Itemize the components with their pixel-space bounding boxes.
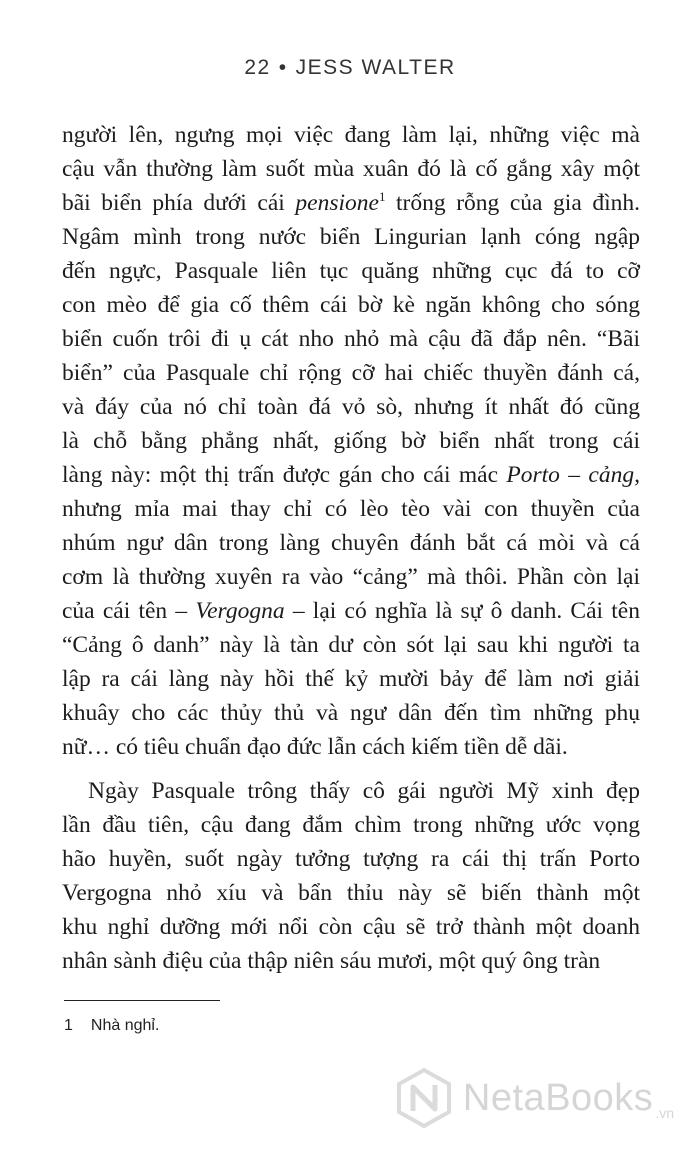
watermark	[393, 1067, 674, 1129]
text-line	[62, 594, 640, 628]
text-line	[62, 458, 640, 492]
text-segment: của cái tên –	[62, 598, 196, 624]
text-line	[62, 186, 640, 220]
text-line: và đáy của nó chỉ toàn đá vỏ sò, nhưng ít nhất đó cũng	[62, 394, 640, 420]
text-line: Ngày Pasquale trông thấy cô gái người Mỹ xinh đẹp	[88, 778, 640, 804]
footnote-divider	[64, 1000, 220, 1001]
italic-term: pensione	[295, 190, 379, 216]
text-line: “Cảng ô danh” này là tàn dư còn sót lại sau khi người ta	[62, 632, 640, 658]
footnote-marker: 1	[378, 189, 386, 205]
watermark-brand: NetaBooks	[462, 1076, 654, 1119]
text-line: đến ngực, Pasquale liên tục quăng những cục đá to cỡ	[62, 258, 640, 284]
header-separator: •	[278, 56, 288, 79]
text-line: khuây cho các thủy thủ và ngư dân đến tìm những phụ	[62, 700, 640, 726]
footnote-text: Nhà nghỉ.	[90, 1017, 160, 1034]
text-line: cơm là thường xuyên ra vào “cảng” mà thôi. Phần còn lại	[62, 564, 640, 590]
italic-term: Vergogna	[195, 598, 285, 624]
watermark-suffix: .vn	[655, 1105, 674, 1121]
running-header	[0, 56, 700, 80]
italic-term: Porto – cảng,	[506, 462, 640, 488]
footnote-number: 1	[64, 1017, 73, 1034]
text-line: hão huyền, suốt ngày tưởng tượng ra cái thị trấn Porto	[62, 846, 640, 872]
body-text	[62, 118, 640, 978]
netabooks-logo-icon	[393, 1067, 455, 1129]
text-line: nữ… có tiêu chuẩn đạo đức lẫn cách kiếm tiền dễ dãi.	[62, 734, 568, 760]
text-line: biển” của Pasquale chỉ rộng cỡ hai chiếc thuyền đánh cá,	[62, 360, 640, 386]
text-line: con mèo để gia cố thêm cái bờ kè ngăn không cho sóng	[62, 292, 640, 318]
text-line: lập ra cái làng này hồi thế kỷ mười bảy để làm nơi giải	[62, 666, 640, 692]
text-line: Vergogna nhỏ xíu và bẩn thỉu này sẽ biến thành một	[62, 880, 640, 906]
text-line: nhúm ngư dân trong làng chuyên đánh bắt cá mòi và cá	[62, 530, 640, 556]
text-segment: làng này: một thị trấn được gán cho cái mác	[62, 462, 507, 488]
text-segment: – lại có nghĩa là sự ô danh. Cái tên	[284, 598, 640, 624]
text-segment: bãi biển phía dưới cái	[62, 190, 296, 216]
text-line: nhân sành điệu của thập niên sáu mươi, một quý ông tràn	[62, 948, 601, 974]
text-line: cậu vẫn thường làm suốt mùa xuân đó là cố gắng xây một	[62, 156, 640, 182]
text-line: biển cuốn trôi đi ụ cát nho nhỏ mà cậu đã đắp nên. “Bãi	[62, 326, 640, 352]
footnote	[64, 1017, 159, 1035]
text-line: Ngâm mình trong nước biển Lingurian lạnh cóng ngập	[62, 224, 640, 250]
text-segment: trống rỗng của gia đình.	[385, 190, 641, 216]
page-number: 22	[244, 56, 271, 79]
text-line: khu nghỉ dưỡng mới nổi còn cậu sẽ trở thành một doanh	[62, 914, 640, 940]
author-name: JESS WALTER	[295, 56, 456, 79]
text-line: nhưng mỉa mai thay chỉ có lèo tèo vài con thuyền của	[62, 496, 640, 522]
text-line: lần đầu tiên, cậu đang đắm chìm trong những ước vọng	[62, 812, 640, 838]
text-line: người lên, ngưng mọi việc đang làm lại, những việc mà	[62, 122, 640, 148]
text-line: là chỗ bằng phẳng nhất, giống bờ biển nhất trong cái	[62, 428, 640, 454]
